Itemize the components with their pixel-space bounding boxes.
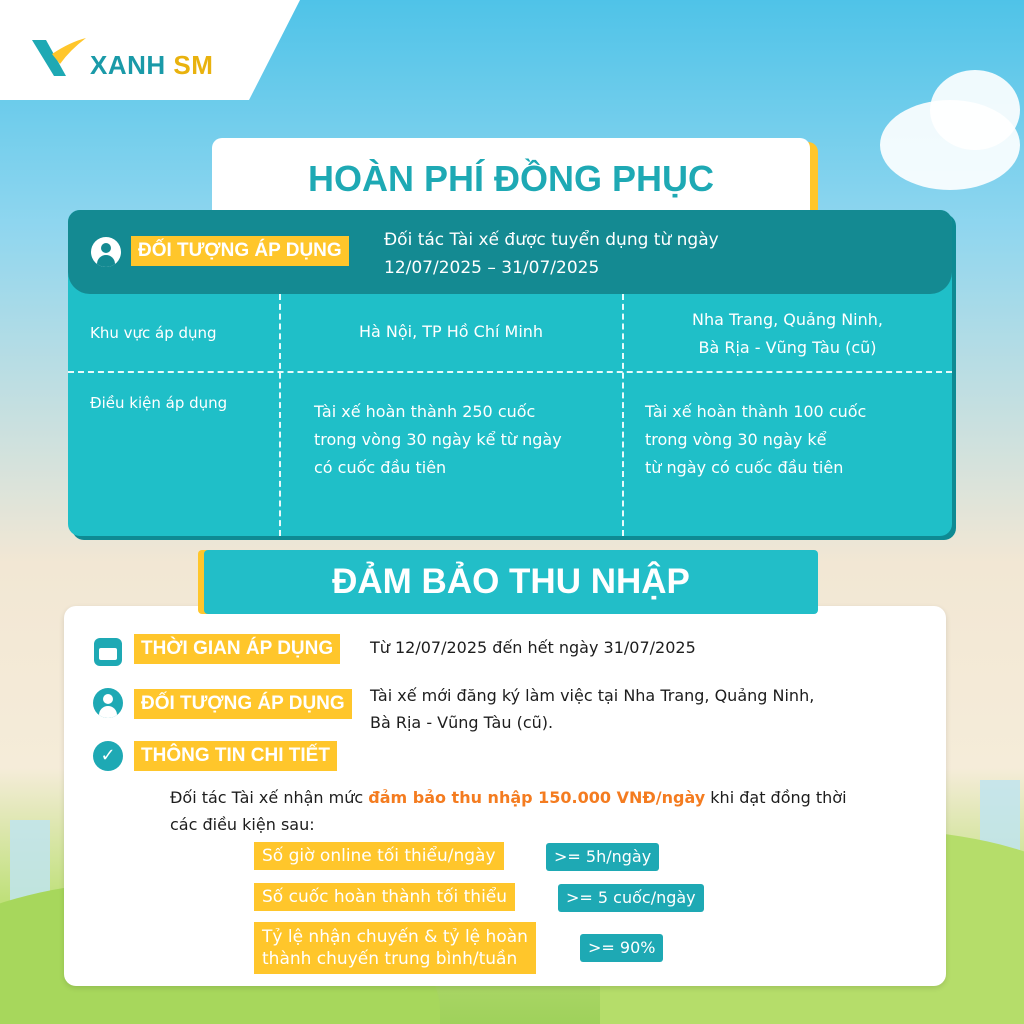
time-value: Từ 12/07/2025 đến hết ngày 31/07/2025 <box>370 638 696 657</box>
condition-min-trips-value: >= 5 cuốc/ngày <box>558 884 704 912</box>
target-tag-2: ĐỐI TƯỢNG ÁP DỤNG <box>134 689 352 719</box>
section2-title: ĐẢM BẢO THU NHẬP <box>332 562 690 601</box>
condition-acceptance-rate-label <box>254 922 536 974</box>
condition-value-2-line1: Tài xế hoàn thành 100 cuốc <box>645 402 867 421</box>
logo-accent: SM <box>173 50 214 80</box>
region-label: Khu vực áp dụng <box>90 324 217 342</box>
target-line1: Đối tác Tài xế được tuyển dụng từ ngày <box>384 230 719 250</box>
condition-acceptance-rate-value: >= 90% <box>580 934 663 962</box>
grid-divider <box>68 371 952 373</box>
region-value-2-line2: Bà Rịa - Vũng Tàu (cũ) <box>698 338 877 357</box>
detail-line2: các điều kiện sau: <box>170 815 315 834</box>
condition-online-hours-label: Số giờ online tối thiểu/ngày <box>254 842 504 870</box>
condition-value-2-line3: từ ngày có cuốc đầu tiên <box>645 458 844 477</box>
condition-value-1-line1: Tài xế hoàn thành 250 cuốc <box>314 402 536 421</box>
detail-highlight: đảm bảo thu nhập 150.000 VNĐ/ngày <box>368 788 706 807</box>
condition-min-trips-label: Số cuốc hoàn thành tối thiểu <box>254 883 515 911</box>
condition-value-1-line3: có cuốc đầu tiên <box>314 458 447 477</box>
calendar-icon <box>94 638 122 666</box>
detail-post: khi đạt đồng thời <box>705 788 847 807</box>
target2-line2: Bà Rịa - Vũng Tàu (cũ). <box>370 713 554 732</box>
person-icon <box>91 237 121 267</box>
cloud-decoration <box>930 70 1020 150</box>
condition-acceptance-rate-line2: thành chuyến trung bình/tuần <box>262 949 518 969</box>
logo-main: XANH <box>90 50 166 80</box>
logo-mark-icon <box>30 36 88 80</box>
section1-title: HOÀN PHÍ ĐỒNG PHỤC <box>307 158 715 199</box>
region-value-2-line1: Nha Trang, Quảng Ninh, <box>692 310 883 329</box>
condition-value-1-line2: trong vòng 30 ngày kể từ ngày <box>314 430 562 449</box>
target2-line1: Tài xế mới đăng ký làm việc tại Nha Trang, Quảng Ninh, <box>370 686 815 705</box>
condition-online-hours-value: >= 5h/ngày <box>546 843 659 871</box>
target-tag: ĐỐI TƯỢNG ÁP DỤNG <box>131 236 349 266</box>
detail-line1 <box>170 784 847 812</box>
target-line2: 12/07/2025 – 31/07/2025 <box>384 258 600 278</box>
condition-acceptance-rate-line1: Tỷ lệ nhận chuyến & tỷ lệ hoàn <box>262 927 528 947</box>
detail-tag: THÔNG TIN CHI TIẾT <box>134 741 337 771</box>
brand-logo <box>90 50 213 81</box>
person-icon <box>93 688 123 718</box>
detail-pre: Đối tác Tài xế nhận mức <box>170 788 369 807</box>
condition-value-2-line2: trong vòng 30 ngày kể <box>645 430 827 449</box>
condition-label: Điều kiện áp dụng <box>90 394 228 412</box>
time-tag: THỜI GIAN ÁP DỤNG <box>134 634 340 664</box>
region-value-1: Hà Nội, TP Hồ Chí Minh <box>358 322 544 341</box>
check-icon: ✓ <box>93 741 123 771</box>
